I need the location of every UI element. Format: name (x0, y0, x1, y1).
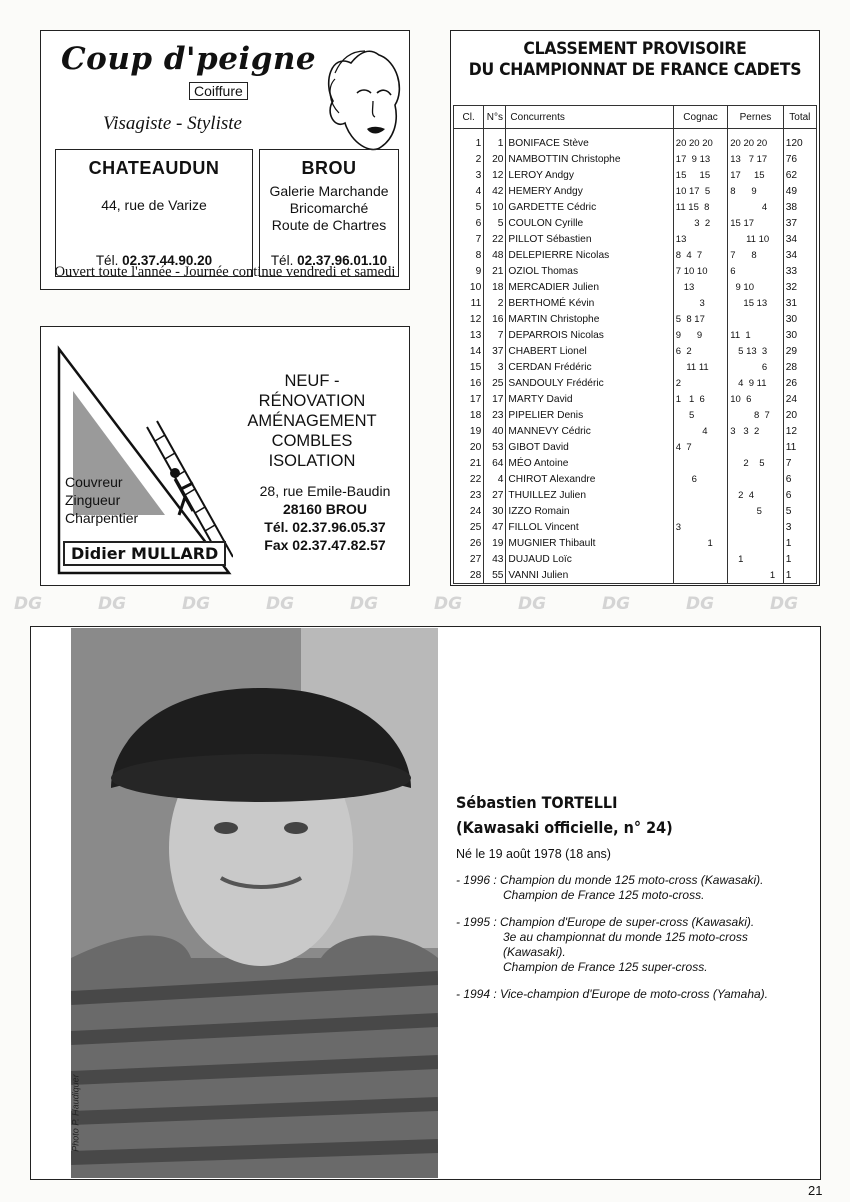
number-cell: 64 (484, 455, 506, 471)
table-row (454, 247, 817, 263)
pernes-cell: 2 4 (728, 487, 783, 503)
rank-cell: 5 (454, 199, 484, 215)
rider-cell: MUGNIER Thibault (506, 535, 673, 551)
total-cell: 31 (783, 295, 816, 311)
table-row (454, 407, 817, 423)
rider-cell: PIPELIER Denis (506, 407, 673, 423)
table-row (454, 129, 817, 152)
table-row (454, 375, 817, 391)
number-cell: 23 (484, 407, 506, 423)
rider-cell: BONIFACE Stève (506, 129, 673, 152)
pernes-cell: 3 3 2 (728, 423, 783, 439)
pernes-cell (728, 311, 783, 327)
rider-cell: MERCADIER Julien (506, 279, 673, 295)
total-cell: 37 (783, 215, 816, 231)
cognac-cell: 1 (673, 535, 727, 551)
pernes-cell: 11 1 (728, 327, 783, 343)
table-row (454, 311, 817, 327)
cognac-cell: 1 1 6 (673, 391, 727, 407)
table-row (454, 455, 817, 471)
number-cell: 42 (484, 183, 506, 199)
total-cell: 38 (783, 199, 816, 215)
col-header: N°s (484, 106, 506, 129)
cognac-cell: 4 (673, 423, 727, 439)
rank-cell: 12 (454, 311, 484, 327)
pernes-cell: 15 17 (728, 215, 783, 231)
rider-profile (30, 626, 821, 1180)
rank-cell: 27 (454, 551, 484, 567)
rider-cell: CHIROT Alexandre (506, 471, 673, 487)
number-cell: 16 (484, 311, 506, 327)
table-row (454, 199, 817, 215)
palmares-lead: - 1996 : Champion du monde 125 moto-cross (Kawasaki). (456, 873, 764, 887)
roofer-contact: 28, rue Emile-Baudin 28160 BROU Tél. 02.37.96.05.37 Fax 02.37.47.82.57 (259, 483, 391, 553)
rider-cell: MARTY David (506, 391, 673, 407)
shop-brou (259, 149, 399, 277)
shop-address: Galerie Marchande Bricomarché Route de Chartres (269, 183, 389, 233)
total-cell: 1 (783, 535, 816, 551)
rank-cell: 23 (454, 487, 484, 503)
table-row (454, 423, 817, 439)
total-cell: 11 (783, 439, 816, 455)
table-row (454, 343, 817, 359)
cognac-cell: 10 17 5 (673, 183, 727, 199)
cognac-cell: 7 10 10 (673, 263, 727, 279)
rider-cell: CHABERT Lionel (506, 343, 673, 359)
rider-team: (Kawasaki officielle, n° 24) (456, 818, 673, 837)
rank-cell: 22 (454, 471, 484, 487)
photo-credit: Photo P. Haudiquer (71, 1074, 81, 1152)
col-header: Cognac (673, 106, 727, 129)
number-cell: 10 (484, 199, 506, 215)
total-cell: 30 (783, 311, 816, 327)
palmares-lead: - 1994 : Vice-champion d'Europe de moto-cross (Yamaha). (456, 987, 768, 1001)
total-cell: 76 (783, 151, 816, 167)
table-row (454, 551, 817, 567)
rank-cell: 7 (454, 231, 484, 247)
pernes-cell: 8 7 (728, 407, 783, 423)
table-row (454, 183, 817, 199)
rider-cell: OZIOL Thomas (506, 263, 673, 279)
shop-address: 44, rue de Varize (101, 197, 207, 213)
pernes-cell: 6 (728, 263, 783, 279)
number-cell: 43 (484, 551, 506, 567)
trades-list: Couvreur Zingueur Charpentier (65, 474, 139, 526)
cognac-cell: 3 2 (673, 215, 727, 231)
number-cell: 18 (484, 279, 506, 295)
rider-cell: BERTHOMÉ Kévin (506, 295, 673, 311)
rank-cell: 20 (454, 439, 484, 455)
rank-cell: 17 (454, 391, 484, 407)
rider-cell: HEMERY Andgy (506, 183, 673, 199)
cognac-cell: 6 (673, 471, 727, 487)
table-row (454, 359, 817, 375)
number-cell: 40 (484, 423, 506, 439)
table-row (454, 487, 817, 503)
rider-cell: COULON Cyrille (506, 215, 673, 231)
table-row (454, 503, 817, 519)
total-cell: 3 (783, 519, 816, 535)
pernes-cell: 1 (728, 567, 783, 584)
cognac-cell: 13 (673, 279, 727, 295)
page-number: 21 (808, 1183, 823, 1198)
number-cell: 17 (484, 391, 506, 407)
rider-cell: DEPARROIS Nicolas (506, 327, 673, 343)
pernes-cell (728, 439, 783, 455)
salon-tagline: Visagiste - Styliste (103, 113, 242, 134)
rank-cell: 21 (454, 455, 484, 471)
cognac-cell: 3 (673, 295, 727, 311)
rider-cell: GIBOT David (506, 439, 673, 455)
watermark-text: DG (434, 594, 463, 614)
pernes-cell: 13 7 17 (728, 151, 783, 167)
total-cell: 12 (783, 423, 816, 439)
rank-cell: 9 (454, 263, 484, 279)
watermark-text: DG (266, 594, 295, 614)
rider-birth: Né le 19 août 1978 (18 ans) (456, 847, 611, 861)
rider-cell: MARTIN Christophe (506, 311, 673, 327)
woman-face-illustration (321, 43, 403, 161)
rank-cell: 13 (454, 327, 484, 343)
watermark-text: DG (770, 594, 799, 614)
rider-photo (71, 628, 438, 1178)
number-cell: 47 (484, 519, 506, 535)
watermark-text: DG (14, 594, 43, 614)
rider-portrait-image (71, 628, 438, 1178)
total-cell: 34 (783, 231, 816, 247)
rider-cell: LEROY Andgy (506, 167, 673, 183)
palmares-sub: Champion de France 125 moto-cross. (503, 888, 705, 902)
number-cell: 19 (484, 535, 506, 551)
col-header: Total (783, 106, 816, 129)
number-cell: 55 (484, 567, 506, 584)
number-cell: 37 (484, 343, 506, 359)
table-row (454, 471, 817, 487)
number-cell: 25 (484, 375, 506, 391)
rank-cell: 24 (454, 503, 484, 519)
cognac-cell: 8 4 7 (673, 247, 727, 263)
rider-bio (456, 793, 811, 1002)
rank-cell: 8 (454, 247, 484, 263)
total-cell: 29 (783, 343, 816, 359)
rank-cell: 16 (454, 375, 484, 391)
pernes-cell: 4 (728, 199, 783, 215)
number-cell: 3 (484, 359, 506, 375)
rank-cell: 4 (454, 183, 484, 199)
total-cell: 7 (783, 455, 816, 471)
table-header-row (454, 106, 817, 129)
salon-badge: Coiffure (189, 82, 248, 100)
ad-coiffure (40, 30, 410, 290)
cognac-cell: 4 7 (673, 439, 727, 455)
total-cell: 28 (783, 359, 816, 375)
pernes-cell (728, 519, 783, 535)
rank-cell: 11 (454, 295, 484, 311)
cognac-cell: 5 (673, 407, 727, 423)
cognac-cell: 13 (673, 231, 727, 247)
number-cell: 22 (484, 231, 506, 247)
cognac-cell (673, 503, 727, 519)
rank-cell: 14 (454, 343, 484, 359)
pernes-cell: 7 8 (728, 247, 783, 263)
palmares-list (456, 873, 811, 1002)
table-row (454, 167, 817, 183)
pernes-cell: 6 (728, 359, 783, 375)
pernes-cell: 5 13 3 (728, 343, 783, 359)
watermark-text: DG (518, 594, 547, 614)
table-row (454, 151, 817, 167)
cognac-cell (673, 551, 727, 567)
pernes-cell: 1 (728, 551, 783, 567)
table-row (454, 295, 817, 311)
rank-cell: 18 (454, 407, 484, 423)
col-header: Cl. (454, 106, 484, 129)
total-cell: 32 (783, 279, 816, 295)
watermark-text: DG (182, 594, 211, 614)
cognac-cell: 11 11 (673, 359, 727, 375)
table-row (454, 263, 817, 279)
number-cell: 12 (484, 167, 506, 183)
palmares-lead: - 1995 : Champion d'Europe de super-cross (Kawasaki). (456, 915, 755, 929)
pernes-cell: 8 9 (728, 183, 783, 199)
rank-cell: 2 (454, 151, 484, 167)
watermark-strip (0, 572, 850, 622)
total-cell: 30 (783, 327, 816, 343)
table-row (454, 519, 817, 535)
table-row (454, 327, 817, 343)
watermark-text: DG (98, 594, 127, 614)
number-cell: 21 (484, 263, 506, 279)
number-cell: 1 (484, 129, 506, 152)
standings-title: CLASSEMENT PROVISOIRE DU CHAMPIONNAT DE FRANCE CADETS (468, 39, 802, 80)
table-row (454, 231, 817, 247)
rank-cell: 26 (454, 535, 484, 551)
palmares-sub: 3e au championnat du monde 125 moto-cross (Kawasaki). (503, 930, 748, 959)
number-cell: 2 (484, 295, 506, 311)
services-list: NEUF - RÉNOVATION AMÉNAGEMENT COMBLES ISOLATION (247, 372, 377, 470)
cognac-cell: 9 9 (673, 327, 727, 343)
number-cell: 48 (484, 247, 506, 263)
rank-cell: 28 (454, 567, 484, 584)
watermark-text: DG (350, 594, 379, 614)
table-row (454, 439, 817, 455)
shop-city: CHATEAUDUN (88, 158, 220, 178)
rider-cell: IZZO Romain (506, 503, 673, 519)
palmares-sub: Champion de France 125 super-cross. (503, 960, 708, 974)
pernes-cell: 20 20 20 (728, 129, 783, 152)
table-row (454, 215, 817, 231)
shop-phone: Tél. 02.37.44.90.20 (95, 253, 213, 268)
cognac-cell (673, 487, 727, 503)
rank-cell: 6 (454, 215, 484, 231)
rider-cell: DUJAUD Loïc (506, 551, 673, 567)
pernes-cell: 4 9 11 (728, 375, 783, 391)
number-cell: 5 (484, 215, 506, 231)
col-header: Pernes (728, 106, 783, 129)
rider-cell: VANNI Julien (506, 567, 673, 584)
cognac-cell: 20 20 20 (673, 129, 727, 152)
number-cell: 7 (484, 327, 506, 343)
palmares-entry (456, 873, 811, 903)
cognac-cell: 2 (673, 375, 727, 391)
total-cell: 62 (783, 167, 816, 183)
number-cell: 20 (484, 151, 506, 167)
standings-table (453, 105, 817, 584)
palmares-entry (456, 987, 811, 1002)
pernes-cell: 11 10 (728, 231, 783, 247)
salon-brand: Coup d'peigne (61, 41, 317, 77)
cognac-cell: 17 9 13 (673, 151, 727, 167)
rider-cell: THUILLEZ Julien (506, 487, 673, 503)
standings-panel (450, 30, 820, 586)
total-cell: 33 (783, 263, 816, 279)
table-row (454, 279, 817, 295)
watermark-text: DG (602, 594, 631, 614)
number-cell: 4 (484, 471, 506, 487)
opening-hours: Ouvert toute l'année - Journée continue vendredi et samedi (54, 264, 396, 280)
ad-roofer (40, 326, 410, 586)
rider-cell: CERDAN Frédéric (506, 359, 673, 375)
rank-cell: 1 (454, 129, 484, 152)
total-cell: 5 (783, 503, 816, 519)
rider-cell: GARDETTE Cédric (506, 199, 673, 215)
pernes-cell (728, 535, 783, 551)
number-cell: 27 (484, 487, 506, 503)
total-cell: 120 (783, 129, 816, 152)
total-cell: 26 (783, 375, 816, 391)
rank-cell: 25 (454, 519, 484, 535)
pernes-cell: 17 15 (728, 167, 783, 183)
rank-cell: 3 (454, 167, 484, 183)
rider-cell: FILLOL Vincent (506, 519, 673, 535)
total-cell: 1 (783, 567, 816, 584)
pernes-cell (728, 471, 783, 487)
number-cell: 30 (484, 503, 506, 519)
pernes-cell: 10 6 (728, 391, 783, 407)
total-cell: 1 (783, 551, 816, 567)
rider-name: Sébastien TORTELLI (456, 793, 618, 812)
rider-cell: SANDOULY Frédéric (506, 375, 673, 391)
roofer-name: Didier MULLARD (63, 541, 226, 566)
number-cell: 53 (484, 439, 506, 455)
total-cell: 34 (783, 247, 816, 263)
cognac-cell: 11 15 8 (673, 199, 727, 215)
shop-city: BROU (301, 158, 357, 178)
cognac-cell: 3 (673, 519, 727, 535)
col-header: Concurrents (506, 106, 673, 129)
total-cell: 20 (783, 407, 816, 423)
total-cell: 49 (783, 183, 816, 199)
shop-phone: Tél. 02.37.96.01.10 (270, 253, 388, 268)
cognac-cell: 5 8 17 (673, 311, 727, 327)
rider-cell: MANNEVY Cédric (506, 423, 673, 439)
rider-cell: MÉO Antoine (506, 455, 673, 471)
rank-cell: 19 (454, 423, 484, 439)
pernes-cell: 15 13 (728, 295, 783, 311)
cognac-cell: 15 15 (673, 167, 727, 183)
palmares-entry (456, 915, 811, 975)
watermark-text: DG (686, 594, 715, 614)
rider-cell: DELEPIERRE Nicolas (506, 247, 673, 263)
rider-cell: NAMBOTTIN Christophe (506, 151, 673, 167)
cognac-cell (673, 455, 727, 471)
rider-cell: PILLOT Sébastien (506, 231, 673, 247)
table-row (454, 535, 817, 551)
pernes-cell: 5 (728, 503, 783, 519)
pernes-cell: 9 10 (728, 279, 783, 295)
cognac-cell: 6 2 (673, 343, 727, 359)
rank-cell: 10 (454, 279, 484, 295)
rank-cell: 15 (454, 359, 484, 375)
pernes-cell: 2 5 (728, 455, 783, 471)
table-row (454, 391, 817, 407)
total-cell: 6 (783, 487, 816, 503)
total-cell: 24 (783, 391, 816, 407)
total-cell: 6 (783, 471, 816, 487)
shop-chateaudun (55, 149, 253, 277)
